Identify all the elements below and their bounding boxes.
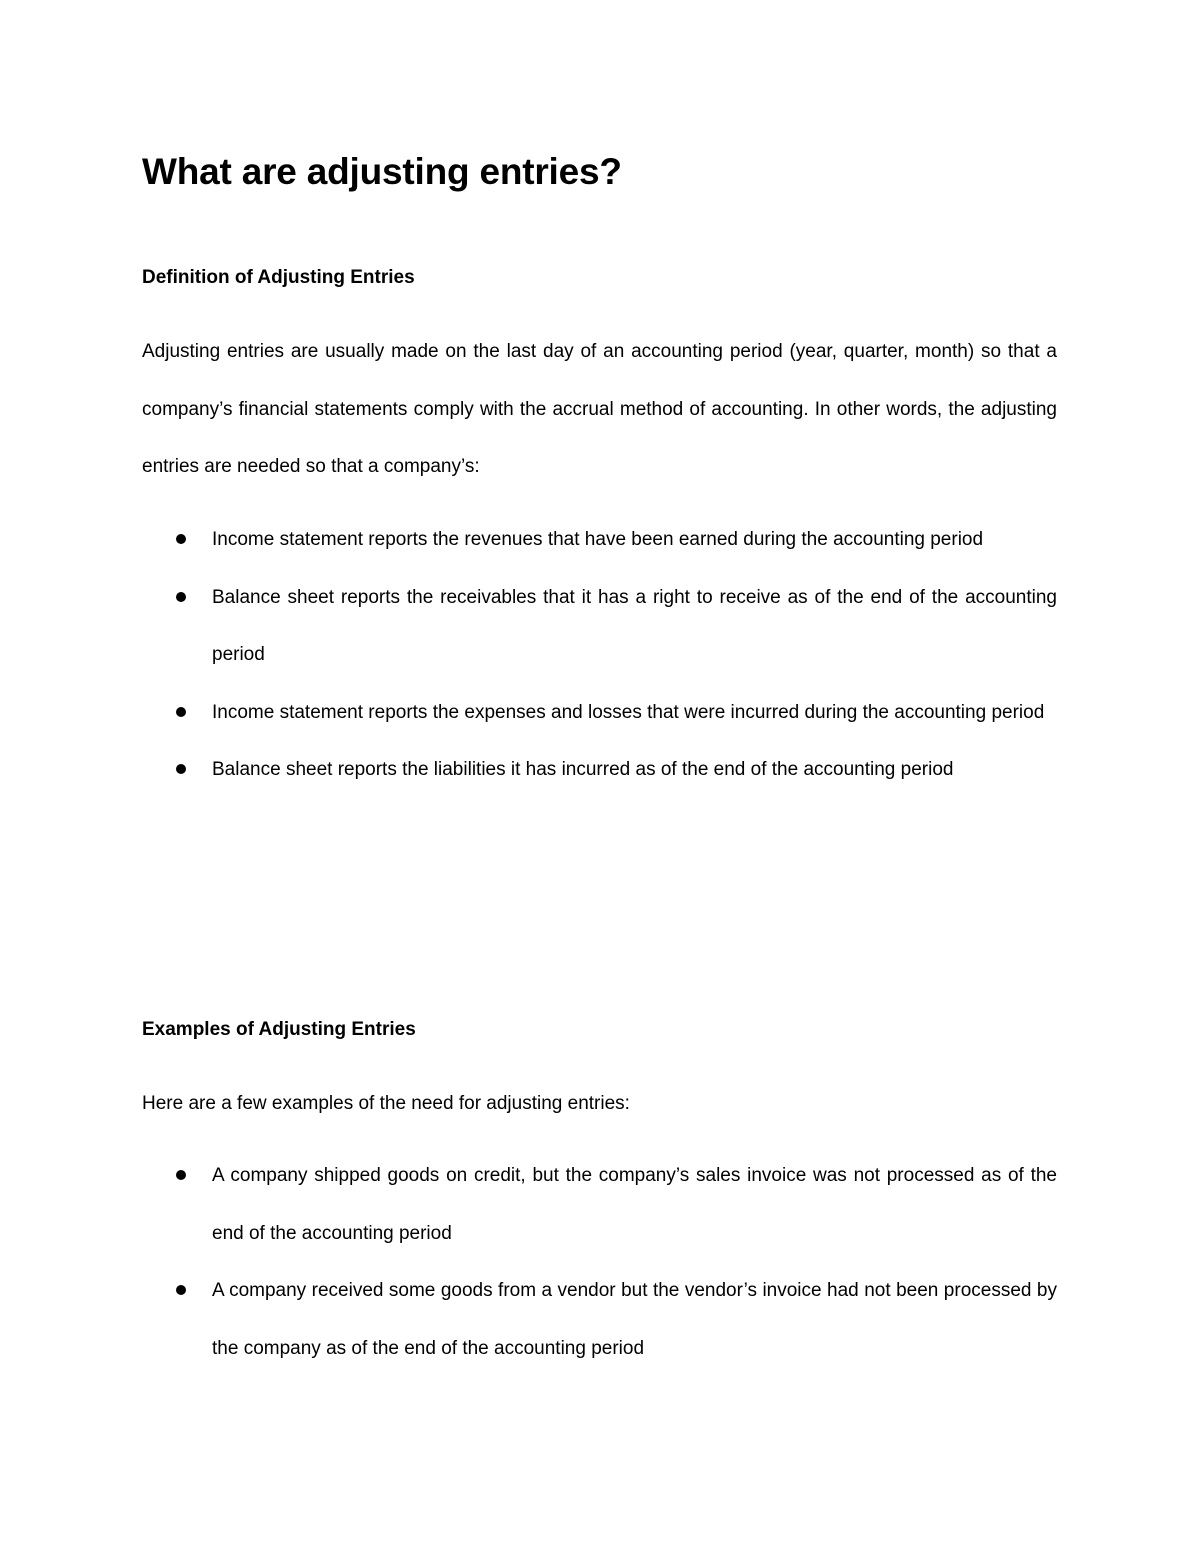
page-title: What are adjusting entries? xyxy=(142,151,622,192)
bullet-icon xyxy=(176,1285,186,1295)
list-item xyxy=(142,684,1057,742)
bullet-icon xyxy=(176,592,186,602)
list-item xyxy=(142,741,1057,799)
list-item-text: A company shipped goods on credit, but the company’s sales invoice was not processed as of the end of the accounting period xyxy=(212,1165,1057,1244)
examples-intro: Here are a few examples of the need for adjusting entries: xyxy=(142,1093,630,1114)
list-item xyxy=(142,569,1057,684)
definition-paragraph: Adjusting entries are usually made on the last day of an accounting period (year, quarter, month) so that a company’s financial statements comply with the accrual method of accounting. In other words, the adjusting entries are needed so that a company’s: xyxy=(142,341,1057,477)
definition-heading: Definition of Adjusting Entries xyxy=(142,267,415,288)
list-item xyxy=(142,1147,1057,1262)
list-item-text: Balance sheet reports the receivables that it has a right to receive as of the end of the accounting period xyxy=(212,586,1057,665)
bullet-icon xyxy=(176,1170,186,1180)
bullet-icon xyxy=(176,764,186,774)
list-item-text: Income statement reports the expenses and losses that were incurred during the accounting period xyxy=(212,701,1045,723)
bullet-icon xyxy=(176,707,186,717)
bullet-icon xyxy=(176,534,186,544)
list-item-text: Income statement reports the revenues that have been earned during the accounting period xyxy=(212,529,984,550)
list-item xyxy=(142,1262,1057,1377)
list-item xyxy=(142,511,1057,569)
list-item-text: A company received some goods from a vendor but the vendor’s invoice had not been processed by the company as of the end of the accounting period xyxy=(212,1280,1057,1359)
examples-bullet-list xyxy=(142,1147,1057,1377)
definition-bullet-list xyxy=(142,511,1057,799)
examples-heading: Examples of Adjusting Entries xyxy=(142,1019,416,1040)
list-item-text: Balance sheet reports the liabilities it has incurred as of the end of the accounting period xyxy=(212,759,954,780)
